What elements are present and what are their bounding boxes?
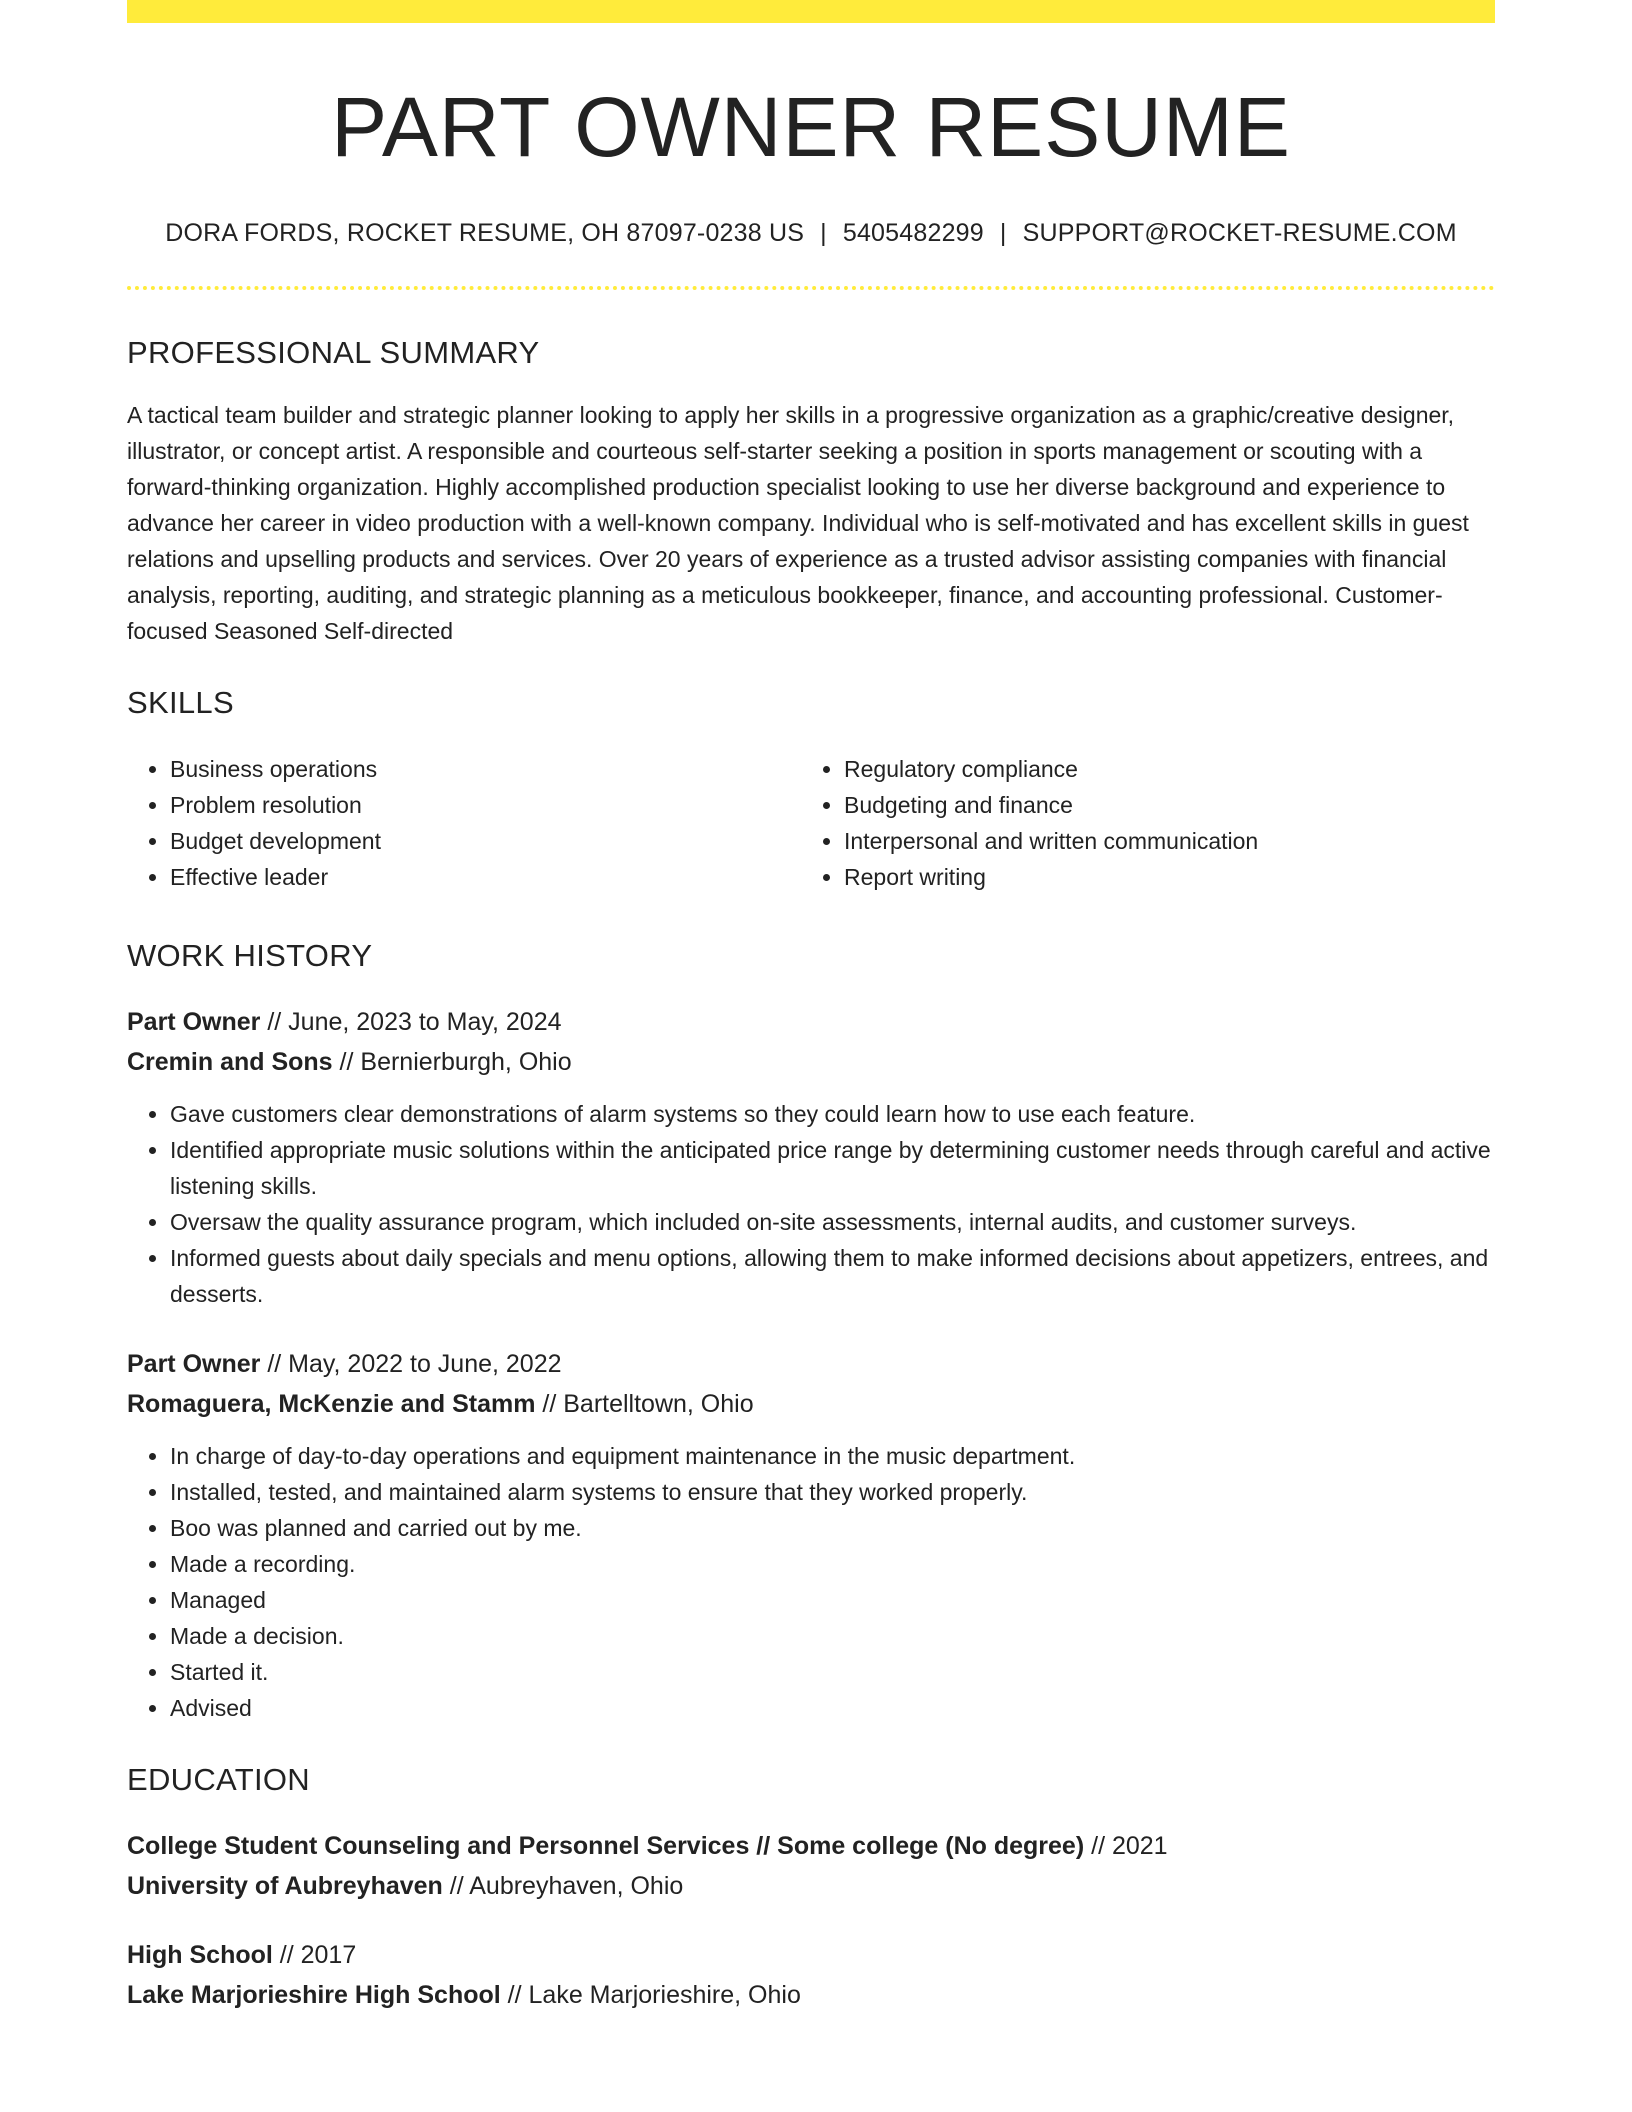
job-location: Bartelltown, Ohio xyxy=(563,1390,754,1419)
top-accent-bar xyxy=(127,0,1495,23)
dotted-divider xyxy=(127,286,1495,290)
job-entry xyxy=(127,1002,1495,1312)
job-bullet: • Managed xyxy=(170,1582,1495,1618)
education-entry xyxy=(127,1935,1495,2015)
education-location: Lake Marjorieshire, Ohio xyxy=(528,1981,801,2010)
job-bullet: • Made a recording. xyxy=(170,1546,1495,1582)
education-program: College Student Counseling and Personnel Services // Some college (No degree) xyxy=(127,1832,1085,1861)
job-bullet: • Advised xyxy=(170,1690,1495,1726)
education-heading: EDUCATION xyxy=(127,1762,310,1798)
contact-phone: 5405482299 xyxy=(842,219,984,248)
skill-item: • Interpersonal and written communication xyxy=(844,823,1475,859)
job-entry xyxy=(127,1344,1495,1726)
summary-text: A tactical team builder and strategic planner looking to apply her skills in a progressive organization as a graphic/creative designer, illustrator, or concept artist. A responsible and courteous self-starter seeking a position in sports management or scouting with a forward-thinking organization. Highly accomplished production specialist looking to use her diverse background and experience to advance her career in video production with a well-known company. Individual who is self-motivated and has excellent skills in guest relations and upselling products and services. Over 20 years of experience as a trusted advisor assisting companies with financial analysis, reporting, auditing, and strategic planning as a meticulous bookkeeper, finance, and accounting professional. Customer-focused Seasoned Self-directed xyxy=(127,402,1469,645)
job-bullet: • Gave customers clear demonstrations of alarm systems so they could learn how to use each feature. xyxy=(170,1096,1495,1132)
contact-email: SUPPORT@ROCKET-RESUME.COM xyxy=(1022,219,1457,248)
job-title-line xyxy=(127,1002,1495,1042)
job-location: Bernierburgh, Ohio xyxy=(360,1048,572,1077)
job-bullets xyxy=(127,1096,1495,1312)
job-bullet: • Identified appropriate music solutions within the anticipated price range by determining customer needs through careful and active listening skills. xyxy=(170,1132,1495,1204)
divider: // xyxy=(1084,1832,1112,1861)
skill-item: • Effective leader xyxy=(170,859,801,895)
skill-item: • Budget development xyxy=(170,823,801,859)
job-title: Part Owner xyxy=(127,1350,261,1379)
skill-item: • Regulatory compliance xyxy=(844,751,1475,787)
skill-item: • Problem resolution xyxy=(170,787,801,823)
divider: // xyxy=(442,1872,470,1901)
divider: // xyxy=(500,1981,529,2010)
skill-item: • Business operations xyxy=(170,751,801,787)
skills-heading: SKILLS xyxy=(127,685,234,721)
job-title: Part Owner xyxy=(127,1008,261,1037)
skill-item: • Budgeting and finance xyxy=(844,787,1475,823)
education-program-line xyxy=(127,1826,1495,1866)
education-school-line xyxy=(127,1866,1495,1906)
education-entry xyxy=(127,1826,1495,1906)
education-program-line xyxy=(127,1935,1495,1975)
job-dates: May, 2022 to June, 2022 xyxy=(288,1350,562,1379)
education-school-line xyxy=(127,1975,1495,2015)
job-bullet: • Started it. xyxy=(170,1654,1495,1690)
job-company: Cremin and Sons xyxy=(127,1048,333,1077)
skills-list xyxy=(127,751,1495,895)
education-school: Lake Marjorieshire High School xyxy=(127,1981,501,2010)
divider: // xyxy=(535,1390,564,1419)
page-title: PART OWNER RESUME xyxy=(331,80,1291,174)
education-school: University of Aubreyhaven xyxy=(127,1872,443,1901)
resume-page xyxy=(127,0,1495,2015)
job-bullet: • Made a decision. xyxy=(170,1618,1495,1654)
job-company-line xyxy=(127,1042,1495,1082)
skills-column-right xyxy=(801,751,1475,895)
contact-separator: | xyxy=(999,219,1007,248)
job-bullet: • Boo was planned and carried out by me. xyxy=(170,1510,1495,1546)
job-bullets xyxy=(127,1438,1495,1726)
education-location: Aubreyhaven, Ohio xyxy=(469,1872,684,1901)
education-year: 2021 xyxy=(1111,1832,1168,1861)
job-bullet: • In charge of day-to-day operations and equipment maintenance in the music department. xyxy=(170,1438,1495,1474)
job-bullet: • Oversaw the quality assurance program, which included on-site assessments, internal audits, and customer surveys. xyxy=(170,1204,1495,1240)
job-dates: June, 2023 to May, 2024 xyxy=(288,1008,562,1037)
job-title-line xyxy=(127,1344,1495,1384)
contact-separator: | xyxy=(820,219,827,248)
divider: // xyxy=(260,1350,289,1379)
job-bullet: • Installed, tested, and maintained alarm systems to ensure that they worked properly. xyxy=(170,1474,1495,1510)
divider: // xyxy=(272,1941,301,1970)
job-bullet: • Informed guests about daily specials and menu options, allowing them to make informed decisions about appetizers, entrees, and desserts. xyxy=(170,1240,1495,1312)
skill-item: • Report writing xyxy=(844,859,1475,895)
job-company-line xyxy=(127,1384,1495,1424)
divider: // xyxy=(260,1008,289,1037)
contact-line xyxy=(127,219,1495,248)
work-history-heading: WORK HISTORY xyxy=(127,938,373,974)
education-year: 2017 xyxy=(300,1941,357,1970)
job-company: Romaguera, McKenzie and Stamm xyxy=(127,1390,536,1419)
education-program: High School xyxy=(127,1941,273,1970)
contact-address: DORA FORDS, ROCKET RESUME, OH 87097-0238 US xyxy=(165,219,805,248)
skills-column-left xyxy=(127,751,801,895)
divider: // xyxy=(332,1048,361,1077)
summary-heading: PROFESSIONAL SUMMARY xyxy=(127,335,540,371)
